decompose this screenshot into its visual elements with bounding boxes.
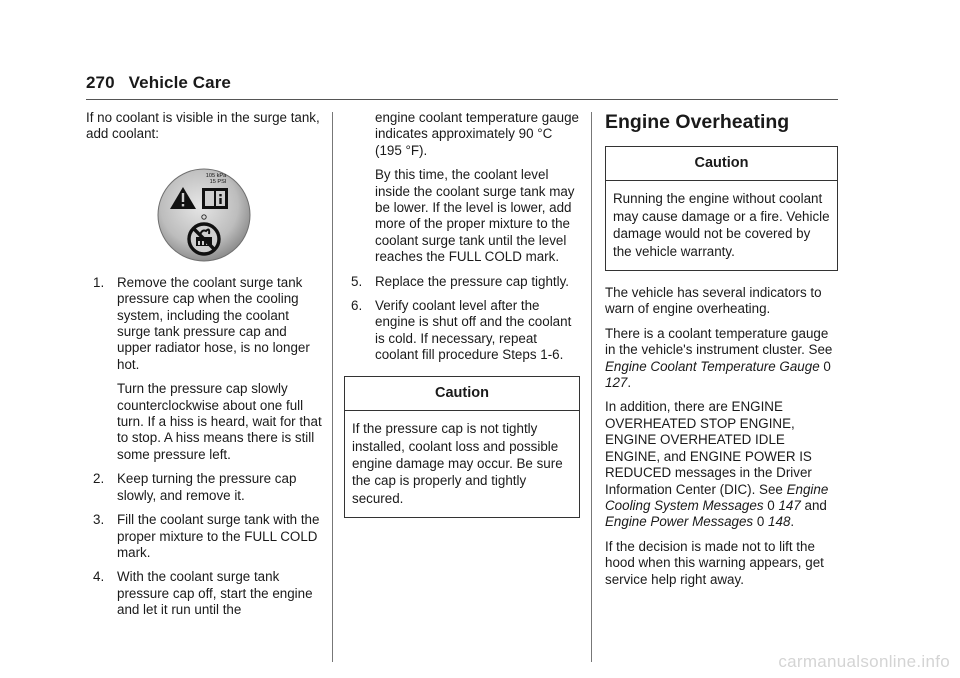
step-text: Remove the coolant surge tank pressure cap when the cooling system, including the coolant surge tank pressure cap and upper radiator hose, is no longer hot. bbox=[117, 274, 310, 372]
list-item bbox=[86, 512, 322, 561]
caution-box-pressure-cap bbox=[344, 376, 580, 518]
cooling-messages-page[interactable]: 147 bbox=[778, 497, 801, 513]
column-divider-2 bbox=[591, 112, 592, 662]
step-text: Keep turning the pressure cap slowly, and remove it. bbox=[117, 471, 297, 503]
page-ref-symbol: 0 bbox=[756, 514, 765, 530]
caution-box-overheating bbox=[605, 146, 838, 271]
caution-body: If the pressure cap is not tightly installed, coolant loss and possible engine damage may occur. Be sure the cap is properly and tightly secured. bbox=[352, 421, 563, 506]
section-title: Vehicle Care bbox=[128, 73, 231, 92]
column-1 bbox=[86, 110, 322, 627]
gauge-reference-page[interactable]: 127 bbox=[605, 375, 628, 391]
step-text: Replace the pressure cap tightly. bbox=[375, 273, 570, 289]
page-header bbox=[86, 73, 231, 93]
caution-title: Caution bbox=[606, 147, 837, 181]
step-subtext: Turn the pressure cap slowly counterclockwise about one full turn. If a hiss is heard, wait for that to stop. A hiss means there is still some pressure left. bbox=[117, 381, 322, 462]
step-number: 2. bbox=[93, 471, 105, 487]
owner-manual-icon bbox=[202, 188, 228, 209]
gauge-reference-link[interactable]: Engine Coolant Temperature Gauge bbox=[605, 358, 820, 374]
page-ref-symbol: 0 bbox=[823, 358, 831, 374]
step-number: 1. bbox=[93, 274, 105, 290]
step-number: 3. bbox=[93, 512, 105, 528]
list-item bbox=[86, 569, 322, 618]
column-divider-1 bbox=[332, 112, 333, 662]
watermark: carmanualsonline.info bbox=[778, 652, 950, 671]
step-number: 5. bbox=[351, 273, 363, 289]
column-2 bbox=[344, 110, 580, 532]
messages-text-end: . bbox=[790, 514, 795, 530]
list-item bbox=[344, 298, 580, 364]
cap-label-psi: 15 PSI bbox=[209, 178, 227, 185]
gauge-text-body: There is a coolant temperature gauge in the vehicle's instrument cluster. See bbox=[605, 325, 833, 358]
caution-title: Caution bbox=[345, 377, 579, 411]
power-messages-link[interactable]: Engine Power Messages bbox=[605, 514, 754, 530]
service-help-text: If the decision is made not to lift the hood when this warning appears, get service help right away. bbox=[605, 538, 824, 587]
step-4-continuation: engine coolant temperature gauge indicates approximately 90 °C (195 °F). bbox=[375, 110, 579, 158]
power-messages-page[interactable]: 148 bbox=[768, 514, 791, 530]
list-item bbox=[86, 275, 322, 463]
cooling-messages-link[interactable]: Engine Cooling System Messages bbox=[605, 481, 829, 513]
caution-body: Running the engine without coolant may cause damage or a fire. Vehicle damage would not be covered by the vehicle warranty. bbox=[613, 191, 830, 259]
header-rule bbox=[86, 99, 838, 100]
gauge-text-end: . bbox=[627, 375, 632, 391]
messages-and: and bbox=[804, 497, 827, 513]
list-item bbox=[86, 471, 322, 504]
coolant-steps-list-1 bbox=[86, 275, 322, 619]
step-text: With the coolant surge tank pressure cap off, start the engine and let it run until the bbox=[117, 569, 313, 618]
page-number: 270 bbox=[86, 73, 115, 92]
messages-text bbox=[605, 399, 838, 530]
list-item bbox=[344, 274, 580, 290]
step-text: Fill the coolant surge tank with the proper mixture to the FULL COLD mark. bbox=[117, 512, 320, 560]
cap-label-kpa: 105 kPa bbox=[205, 172, 227, 179]
step-number: 6. bbox=[351, 298, 363, 314]
section-heading: Engine Overheating bbox=[605, 111, 790, 133]
step-number: 4. bbox=[93, 569, 105, 585]
column-3 bbox=[605, 110, 838, 596]
step-4-subtext: By this time, the coolant level inside the coolant surge tank may be lower. If the level is lower, add more of the proper mixture to the coolant surge tank until the level reaches the FULL COLD mark. bbox=[375, 167, 575, 265]
step-text: Verify coolant level after the engine is shut off and the coolant is cold. If necessary, repeat coolant fill procedure Steps 1-6. bbox=[375, 298, 572, 363]
coolant-steps-list-2 bbox=[344, 274, 580, 364]
intro-text: If no coolant is visible in the surge tank, add coolant: bbox=[86, 110, 320, 142]
page-ref-symbol: 0 bbox=[767, 497, 775, 513]
surge-tank-cap-figure bbox=[86, 167, 322, 263]
messages-text-body: In addition, there are ENGINE OVERHEATED STOP ENGINE, ENGINE OVERHEATED IDLE ENGINE, and ENGINE POWER IS REDUCED messages in the Driver Information Center (DIC). See bbox=[605, 399, 812, 497]
pressure-cap-illustration bbox=[156, 167, 252, 263]
indicators-text: The vehicle has several indicators to warn of engine overheating. bbox=[605, 285, 822, 317]
no-open-hot-icon bbox=[189, 224, 219, 254]
gauge-text bbox=[605, 326, 838, 392]
